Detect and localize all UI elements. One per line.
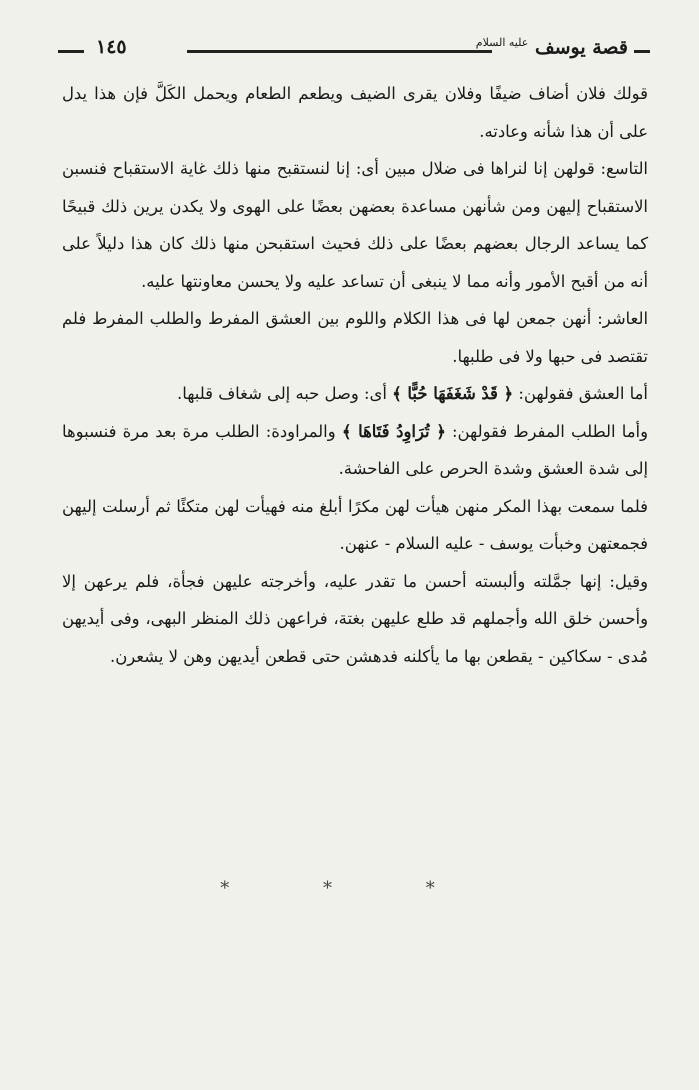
paragraph-4-tail: أى: وصل حبه إلى شغاف قلبها. xyxy=(177,384,393,403)
paragraph-5-lead: وأما الطلب المفرط فقولهن: xyxy=(445,421,648,441)
quran-quote-2: ﴿ تُرَاوِدُ فَتَاهَا ﴾ xyxy=(341,421,446,441)
paragraph-7-text: وقيل: إنها جمَّلته وألبسته أحسن ما تقدر عليه، وأخرجته عليهن فجأة، فلم يرعهن إلا وأحسن خلق الله وأجملهم قد طلع عليهن بغتة، فراعهن ذلك المنظر البهى، وفى أيديهن مُدى - سكاكين - يقطعن بها ما يأكلنه فدهشن حتى قطعن أيديهن وهن لا يشعرن. xyxy=(62,571,648,666)
paragraph-2-text: التاسع: قولهن إنا لنراها فى ضلال مبين أى: إنا لنستقبح منها ذلك غاية الاستقباح فنسبن الاستقباح إليهن ومن شأنهن مساعدة بعضهن بعضًا على الهوى ولا يكدن يرين ذلك قبيحًا كما يساعد الرجال بعضهم بعضًا على ذلك فحيث استقبحن منها ذلك كان هذا دليلاً على أنه من أقبح الأمور وأنه مما لا ينبغى أن تساعد عليه ولا يحسن معاونتها عليه. xyxy=(62,159,648,291)
book-title xyxy=(476,36,628,58)
quran-quote-1: ﴿ قَدْ شَغَفَهَا حُبًّا ﴾ xyxy=(392,384,514,403)
paragraph-5 xyxy=(62,413,648,488)
header-rule-middle xyxy=(187,50,492,53)
paragraph-6 xyxy=(62,488,648,563)
paragraph-4 xyxy=(62,375,648,413)
book-title-honorific: عليه السلام xyxy=(475,36,529,49)
page-number: ١٤٥ xyxy=(96,36,127,58)
book-title-text: قصة يوسف xyxy=(534,36,628,59)
header-rule-left xyxy=(58,50,84,53)
paragraph-4-lead: أما العشق فقولهن: xyxy=(513,384,648,403)
running-header xyxy=(58,36,650,66)
paragraph-7 xyxy=(62,563,648,676)
paragraph-3 xyxy=(62,300,648,375)
section-separator: * * * xyxy=(220,878,479,899)
paragraph-6-text: فلما سمعت بهذا المكر منهن هيأت لهن مكرًا أبلغ منه فهيأت لهن متكئًا ثم أرسلت إليهن فجمعتهن وخبأت يوسف - عليه السلام - عنهن. xyxy=(62,496,648,553)
paragraph-1 xyxy=(62,75,648,150)
paragraph-5-tail: والمراودة: الطلب مرة بعد مرة فنسبوها إلى شدة العشق وشدة الحرص على الفاحشة. xyxy=(62,421,648,478)
paragraph-1-text: قولك فلان أضاف ضيفًا وفلان يقرى الضيف ويطعم الطعام ويحمل الكَلَّ فإن هذا يدل على أن هذا شأنه وعادته. xyxy=(62,84,648,141)
header-rule-right xyxy=(634,50,650,53)
paragraph-3-text: العاشر: أنهن جمعن لها فى هذا الكلام واللوم بين العشق المفرط والطلب المفرط فلم تقتصد فى حبها ولا فى طلبها. xyxy=(62,309,648,366)
page-body xyxy=(62,75,648,675)
paragraph-2 xyxy=(62,150,648,300)
